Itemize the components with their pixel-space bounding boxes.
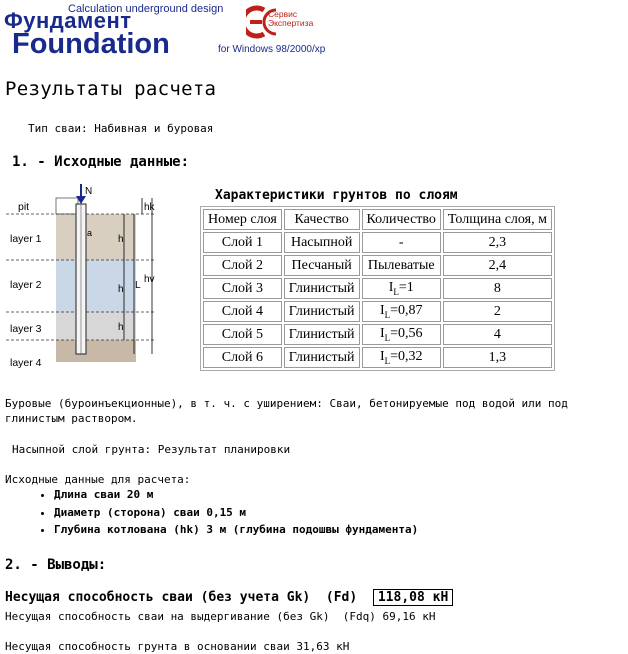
soil-table: [200, 206, 555, 371]
result-soil: Несущая способность грунта в основании сваи 31,63 кН: [5, 640, 350, 653]
result-main-label: Несущая способность сваи (без учета Gk) (Fd): [5, 590, 358, 605]
list-item: • Диаметр (сторона) сваи 0,15 м: [54, 504, 418, 522]
page-title: Результаты расчета: [5, 78, 217, 100]
list-item: • Глубина котлована (hk) 3 м (глубина подошвы фундамента): [54, 521, 418, 539]
soil-table-caption: Характеристики грунтов по слоям: [215, 188, 458, 203]
result-main: [5, 590, 453, 605]
svg-text:h: h: [118, 284, 124, 295]
list-item: • Длина сваи 20 м: [54, 486, 418, 504]
layer-label: layer 3: [10, 323, 42, 335]
app-header: [0, 0, 628, 66]
platform-label: for Windows 98/2000/xp: [218, 44, 326, 55]
pile-type: Тип сваи: Набивная и буровая: [28, 122, 214, 135]
logo-russian: Фундамент: [4, 8, 132, 33]
table-row: Слой 6 Глинистый $I_L=0,32$ 1,3: [203, 347, 552, 368]
layer-label: layer 1: [10, 233, 42, 245]
load-label: N: [85, 186, 93, 197]
input-data-title: Исходные данные для расчета:: [5, 473, 191, 486]
table-row: Слой 3 Глинистый $I_L=1$ 8: [203, 278, 552, 299]
result-main-value: 118,08 кН: [373, 589, 453, 606]
table-row: Слой 2 Песчаный Пылеватые 2,4: [203, 255, 552, 276]
input-data-list: [0, 486, 418, 539]
fill-layer-note: Насыпной слой грунта: Результат планировки: [12, 443, 291, 456]
brand-text: Сервис Экспертиза: [268, 9, 314, 28]
column-header: Качество: [284, 209, 360, 230]
table-row: Слой 1 Насыпной - 2,3: [203, 232, 552, 253]
svg-text:hk: hk: [144, 202, 155, 213]
column-header: Толщина слоя, м: [443, 209, 552, 230]
svg-text:h: h: [118, 234, 124, 245]
table-header-row: [203, 209, 552, 230]
pit-label: pit: [18, 201, 30, 213]
layer-label: layer 2: [10, 279, 42, 291]
column-header: Количество: [362, 209, 441, 230]
column-header: Номер слоя: [203, 209, 282, 230]
section-1-title: 1. - Исходные данные:: [12, 154, 190, 170]
pile-diagram: [6, 184, 158, 372]
header-subtitle: Calculation underground design: [68, 3, 224, 15]
section-2-title: 2. - Выводы:: [5, 557, 107, 573]
svg-text:h: h: [118, 322, 124, 333]
svg-text:hv: hv: [144, 274, 155, 285]
table-row: Слой 5 Глинистый $I_L=0,56$ 4: [203, 324, 552, 345]
logo-english: Foundation: [12, 28, 170, 60]
table-row: Слой 4 Глинистый $I_L=0,87$ 2: [203, 301, 552, 322]
result-pull: Несущая способность сваи на выдергивание (без Gk) (Fdq) 69,16 кН: [5, 610, 436, 623]
layer-label: layer 4: [10, 357, 42, 369]
svg-text:a: a: [87, 228, 93, 238]
pile-description: Буровые (буроинъекционные), в т. ч. с уширением: Сваи, бетонируемые под водой или под глинистым раствором.: [5, 397, 568, 425]
svg-text:L: L: [135, 280, 141, 291]
